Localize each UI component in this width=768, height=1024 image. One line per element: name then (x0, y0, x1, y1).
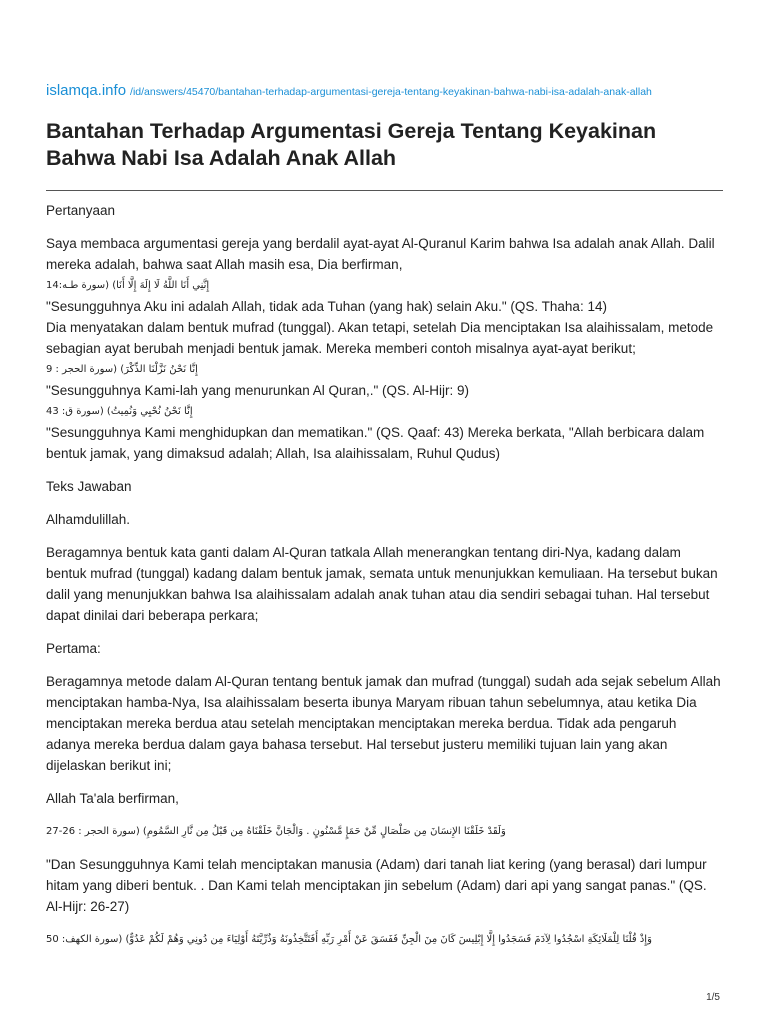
ayah-thaha-14-arabic: إِنَّنِي أَنَا اللَّهُ لَا إِلَهَ إِلَّا أَنَا) (سورة طـه:14 (46, 280, 210, 291)
source-link[interactable] (46, 82, 652, 100)
ayah-qaaf-43-translation: "Sesungguhnya Kami menghidupkan dan mematikan." (QS. Qaaf: 43) Mereka berkata, "Allah berbicara dalam bentuk jamak, yang dimaksud adalah; Allah, Isa alaihissalam, Ruhul Qudus) (46, 425, 705, 461)
first-point-label: Pertama: (46, 641, 101, 656)
ayah-hijr-9-arabic: إِنَّا نَحْنُ نَزَّلْنَا الذِّكْرَ) (سورة الحجر : 9 (46, 364, 198, 375)
title-divider (46, 190, 723, 191)
article-body (46, 200, 722, 950)
answer-opening: Alhamdulillah. (46, 512, 131, 527)
answer-heading: Teks Jawaban (46, 479, 132, 494)
ayah-qaaf-43-arabic: إِنَّا نَحْنُ نُحْيِي وَنُمِيتُ) (سورة ق: 43 (46, 406, 193, 417)
question-intro: Saya membaca argumentasi gereja yang berdalil ayat-ayat Al-Quranul Karim bahwa Isa adalah anak Allah. Dalil mereka adalah, bahwa saat Allah masih esa, Dia berfirman, (46, 236, 715, 272)
allah-says-line: Allah Ta'ala berfirman, (46, 791, 179, 806)
page-title: Bantahan Terhadap Argumentasi Gereja Tentang Keyakinan Bahwa Nabi Isa Adalah Anak Allah (46, 119, 657, 170)
answer-paragraph-2: Beragamnya metode dalam Al-Quran tentang bentuk jamak dan mufrad (tunggal) sudah ada sejak sebelum Allah menciptakan hamba-Nya, Isa alaihissalam beserta ibunya Maryam ribuan tahun sebelumnya, atau ketika Dia menciptakan mereka berdua atau setelah menciptakan menciptakan mereka berdua. Tidak ada pengaruh adanya mereka berdua dalam gaya bahasa tersebut. Hal tersebut justeru memiliki tujuan lain yang akan dijelaskan berikut ini; (46, 674, 721, 773)
question-body: Dia menyatakan dalam bentuk mufrad (tunggal). Akan tetapi, setelah Dia menciptakan Isa alaihissalam, metode sebagian ayat berubah menjadi bentuk jamak. Mereka memberi contoh misalnya ayat-ayat berikut; (46, 320, 714, 356)
question-heading: Pertanyaan (46, 203, 116, 218)
ayah-thaha-14-translation: "Sesungguhnya Aku ini adalah Allah, tidak ada Tuhan (yang hak) selain Aku." (QS. Thaha: 14) (46, 299, 607, 314)
ayah-hijr-26-27-arabic: وَلَقَدْ خَلَقْنَا الإِنسَانَ مِن صَلْصَالٍ مِّنْ حَمَإٍ مَّسْنُونٍ . وَالْجَانَّ خَلَقْنَاهُ مِن قَبْلُ مِن نَّارِ السَّمُومِ) (سورة الحجر : 26-27 (46, 826, 506, 837)
ayah-hijr-9-translation: "Sesungguhnya Kami-lah yang menurunkan Al Quran,." (QS. Al-Hijr: 9) (46, 383, 470, 398)
source-domain-link[interactable]: islamqa.info (46, 82, 127, 99)
page-number: 1/5 (706, 992, 720, 1003)
ayah-hijr-26-27-translation: "Dan Sesungguhnya Kami telah menciptakan manusia (Adam) dari tanah liat kering (yang berasal) dari lumpur hitam yang diberi bentuk. . Dan Kami telah menciptakan jin sebelum (Adam) dari api yang sangat panas." (QS. Al-Hijr: 26-27) (46, 857, 707, 914)
ayah-kahf-50-arabic: وَإِذْ قُلْنَا لِلْمَلَائِكَةِ اسْجُدُوا لِآدَمَ فَسَجَدُوا إِلَّا إِبْلِيسَ كَانَ مِنَ الْجِنِّ فَفَسَقَ عَنْ أَمْرِ رَبِّهِ أَفَتَتَّخِذُونَهُ وَذُرِّيَّتَهُ أَوْلِيَاءَ مِن دُونِي وَهُمْ لَكُمْ عَدُوٌّ) (سورة الكهف: 50 (46, 934, 652, 945)
answer-paragraph-1: Beragamnya bentuk kata ganti dalam Al-Quran tatkala Allah menerangkan tentang diri-Nya, kadang dalam bentuk mufrad (tunggal) kadang dalam bentuk jamak, semata untuk menunjukkan kemuliaan. Ha tersebut bukan dalil yang menunjukkan bahwa Isa alaihissalam adalah anak tuhan atau dia sendiri sebagai tuhan. Hal tersebut dapat dinilai dari beberapa perkara; (46, 545, 718, 623)
source-path-link[interactable]: /id/answers/45470/bantahan-terhadap-argumentasi-gereja-tentang-keyakinan-bahwa-nabi-isa-adalah-anak-allah (130, 86, 652, 98)
